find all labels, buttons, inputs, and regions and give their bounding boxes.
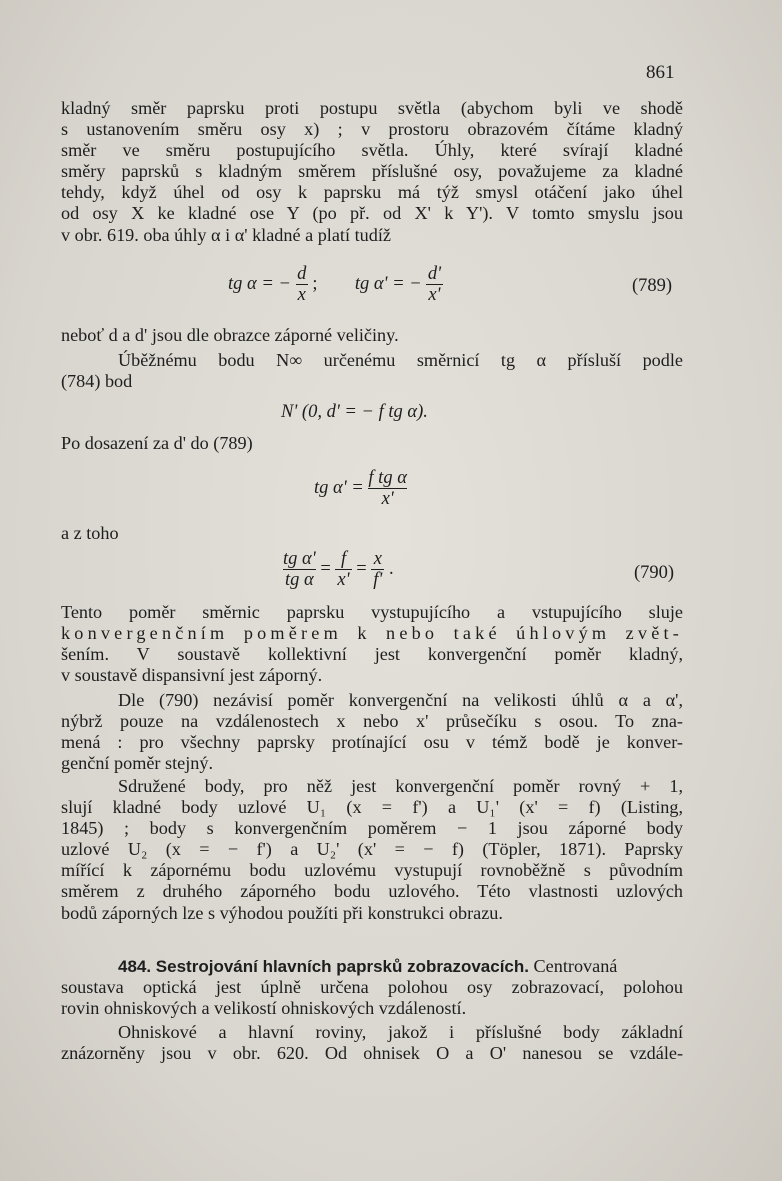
denominator: tg α (285, 570, 314, 590)
text-line: Ohniskové a hlavní roviny, jakož i příslušné body základní (118, 1022, 683, 1042)
paragraph-orientation-convention (61, 98, 683, 246)
text-line: neboť d a d' jsou dle obrazce záporné veličiny. (61, 325, 399, 345)
text-line: směr ve směru postupujícího světla. Úhly, které svírají kladné (61, 140, 683, 161)
equals-sign: = (320, 558, 331, 579)
point-equation: N' (0, d' = − f tg α). (281, 402, 428, 422)
text-line: směry paprsků s kladným směrem příslušné osy, považujeme za kladné (61, 161, 683, 182)
text-line: v soustavě dispansivní jest záporný. (61, 665, 323, 686)
numerator: f tg α (368, 468, 407, 488)
text-line: bodů záporných lze s výhodou použíti při konstrukci obrazu. (61, 902, 503, 923)
fraction (368, 468, 407, 509)
numerator: f (340, 549, 347, 569)
numerator: tg α' (283, 549, 316, 569)
text-line: Po dosazení za d' do (789) (61, 433, 253, 453)
fraction (426, 264, 442, 305)
equation-tg-alpha-prime (314, 468, 407, 509)
text-line: slují kladné body uzlové U₁ (x = f') a U₁' (x' = f) (Listing, (61, 797, 683, 818)
equation-790 (283, 549, 394, 590)
section-484 (61, 956, 683, 1019)
equals-sign: = (356, 558, 367, 579)
numerator: d (297, 264, 307, 284)
text-line: nýbrž pouze na vzdálenostech x nebo x' průsečíku s osou. To zna- (61, 711, 683, 732)
text-line: od osy X ke kladné ose Y (po př. od X' k Y'). V tomto smyslu jsou (61, 203, 683, 224)
text-line: Sdružené body, pro něž jest konvergenční poměr rovný + 1, (118, 776, 683, 796)
denominator: x' (428, 285, 441, 305)
text-line (61, 956, 683, 977)
paragraph-vanishing-point (61, 350, 683, 392)
denominator: f' (373, 570, 383, 590)
paragraph-convergence-ratio (61, 602, 683, 686)
equation-lhs: tg α' = − (354, 273, 422, 294)
text-line: v obr. 619. oba úhly α i α' kladné a platí tudíž (61, 224, 391, 245)
period: . (389, 558, 394, 579)
text-line: rovin ohniskových a velikostí ohniskových vzdáleností. (61, 998, 467, 1019)
equation-lhs: tg α' = (314, 477, 364, 498)
paragraph-hence (61, 523, 683, 544)
fraction (335, 549, 351, 590)
text-line: soustava optická jest úplně určena polohou osy zobrazovací, polohou (61, 977, 683, 998)
denominator: x' (368, 488, 407, 509)
fraction (296, 264, 308, 305)
paragraph-negative-quantities (61, 325, 683, 346)
paragraph-substitution (61, 433, 683, 454)
text-line: tehdy, když úhel od osy k paprsku má týž smysl otáčení jako úhel (61, 182, 683, 203)
text-line: šením. V soustavě kollektivní jest konvergenční poměr kladný, (61, 644, 683, 665)
equation-number: (789) (632, 276, 673, 296)
equation-lhs: tg α = − (228, 273, 291, 294)
numerator: d' (427, 264, 442, 284)
paragraph-nodal-points (61, 776, 683, 924)
text-line: 1845) ; body s konvergenčním poměrem − 1 jsou záporné body (61, 818, 683, 839)
text-line: mená : pro všechny paprsky protínající osu v témž bodě je konver- (61, 732, 683, 753)
equation-number: (790) (634, 563, 675, 583)
page-number: 861 (646, 62, 675, 83)
paragraph-independence (61, 690, 683, 774)
text-line: konvergenčním poměrem k nebo také úhlovým zvět- (61, 623, 683, 644)
paragraph-focal-planes (61, 1022, 683, 1064)
text-fragment: Centrovaná (533, 956, 618, 976)
text-line: směrem z druhého záporného bodu uzlového. Této vlastnosti uzlových (61, 881, 683, 902)
section-heading: 484. Sestrojování hlavních paprsků zobrazovacích. (118, 957, 529, 976)
text-line: kladný směr paprsku proti postupu světla (abychom byli ve shodě (61, 98, 683, 118)
fraction (283, 549, 316, 590)
text-line: mířící k zápornému bodu uzlovému vystupují rovnoběžně s původním (61, 860, 683, 881)
text-line: znázorněny jsou v obr. 620. Od ohnisek O a O' nanesou se vzdále- (61, 1043, 683, 1064)
text-line: (784) bod (61, 371, 133, 392)
text-line: a z toho (61, 523, 119, 543)
text-line: uzlové U₂ (x = − f') a U₂' (x' = − f) (Töpler, 1871). Paprsky (61, 839, 683, 860)
text-line: genční poměr stejný. (61, 753, 214, 774)
equation-789 (228, 264, 443, 305)
fraction (371, 549, 384, 590)
numerator: x (373, 549, 382, 569)
denominator: x' (337, 570, 350, 590)
text-line: Dle (790) nezávisí poměr konvergenční na velikosti úhlů α a α', (118, 690, 683, 710)
text-line: s ustanovením směru osy x) ; v prostoru obrazovém čítáme kladný (61, 119, 683, 140)
text-line: Úběžnému bodu N∞ určenému směrnicí tg α přísluší podle (118, 350, 683, 370)
text-line: Tento poměr směrnic paprsku vystupujícího a vstupujícího sluje (61, 602, 683, 622)
denominator: x (297, 285, 306, 305)
separator: ; (312, 273, 318, 294)
